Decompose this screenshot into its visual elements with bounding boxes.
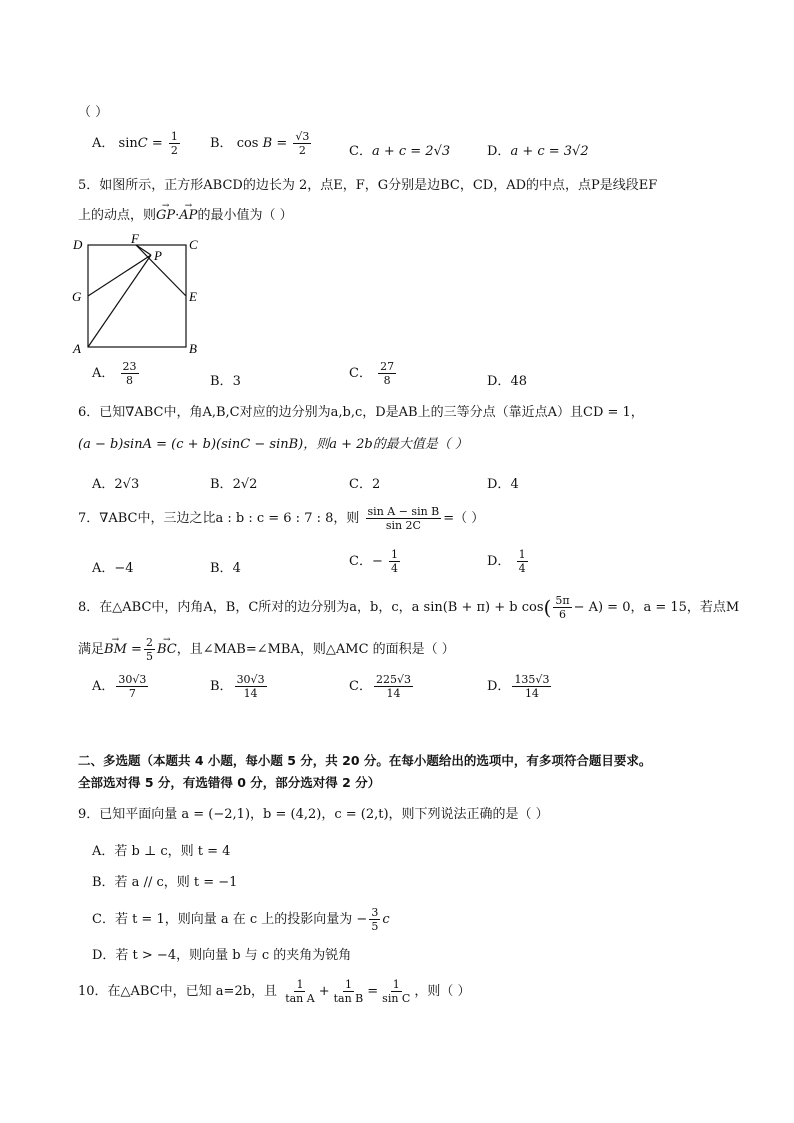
label-a: A (73, 341, 81, 356)
q8-c-fraction: $\frac{225√3}{14}$ (375, 673, 411, 700)
q4-option-d: D．a + c = 3√2 (487, 144, 589, 159)
q4-paren: （ ） (78, 105, 109, 120)
segment-gp (88, 255, 151, 296)
q8-a-fraction: $\frac{30√3}{7}$ (118, 673, 147, 700)
q7-option-c: C．− $\frac{1}{4}$ (349, 548, 398, 575)
q4-option-a: A． sinC = $\frac{1}{2}$ (92, 130, 178, 157)
label-b: B (189, 341, 197, 356)
q5-option-a: A． $\frac{23}{8}$ (92, 360, 137, 387)
q7-d-fraction: $\frac{1}{4}$ (518, 548, 526, 575)
q8-k-fraction: $\frac{2}{5}$ (145, 636, 153, 663)
q6-option-b: B．2√2 (210, 477, 258, 492)
q8-option-d: D． $\frac{135√3}{14}$ (487, 673, 550, 700)
q5-option-d: D．48 (487, 374, 527, 389)
q8-d-fraction: $\frac{135√3}{14}$ (514, 673, 550, 700)
q6-option-c: C．2 (349, 477, 381, 492)
q8-b-fraction: $\frac{30√3}{14}$ (236, 673, 265, 700)
q5-c-fraction: $\frac{27}{8}$ (380, 360, 395, 387)
q10-fraction-3: $\frac{1}{\text{sin C}}$ (382, 978, 411, 1005)
q9-option-b: B．若 a // c，则 t = −1 (92, 875, 238, 890)
q7-option-b: B．4 (210, 561, 241, 576)
q6-option-a: A．2√3 (92, 477, 140, 492)
q6-line1: 6．已知∇ABC中，角A,B,C对应的边分别为a,b,c，D是AB上的三等分点（靠近点A）且CD = 1， (78, 405, 644, 420)
q8-option-a: A． $\frac{30√3}{7}$ (92, 673, 147, 700)
label-f: F (131, 232, 139, 246)
q4-a-fraction: $\frac{1}{2}$ (170, 130, 178, 157)
q8-line1: 8．在△ABC中，内角A，B，C所对的边分别为a，b，c，a sin(B + π) + b cos( $\frac{5\pi}{6}$ − A) = 0，a = 15，若点M (78, 594, 740, 621)
q10-fraction-2: $\frac{1}{\text{tan B}}$ (333, 978, 364, 1005)
q4-option-b: B． cos B = $\frac{√3}{2}$ (210, 130, 310, 157)
q6-line2: (a − b)sinA = (c + b)(sinC − sinB)，则a + 2b的最大值是（ ） (78, 437, 468, 452)
q8-option-b: B． $\frac{30√3}{14}$ (210, 673, 265, 700)
q5-option-c: C． $\frac{27}{8}$ (349, 360, 395, 387)
q8-option-c: C． $\frac{225√3}{14}$ (349, 673, 411, 700)
q7-option-d: D． $\frac{1}{4}$ (487, 548, 526, 575)
vector-bc: → BC (157, 641, 177, 659)
vector-gp: → GP (156, 207, 175, 225)
q9-stem: 9．已知平面向量 a = (−2,1)，b = (4,2)，c = (2,t)，则下列说法正确的是（ ） (78, 807, 549, 822)
label-d: D (73, 237, 83, 252)
label-e: E (189, 289, 197, 304)
q4-option-c: C．a + c = 2√3 (349, 144, 451, 159)
q9-c-fraction: $\frac{3}{5}$ (371, 906, 379, 933)
q9-option-a: A．若 b ⊥ c，则 t = 4 (92, 844, 231, 859)
q5-line1: 5．如图所示，正方形ABCD的边长为 2，点E，F，G分别是边BC，CD，AD的中点，点P是线段EF (78, 178, 658, 193)
label-c: C (189, 237, 198, 252)
q8-angle-fraction: $\frac{5\pi}{6}$ (555, 594, 570, 621)
segment-ap (88, 255, 151, 347)
label-g: G (72, 289, 82, 304)
q9-option-c: C．若 t = 1，则向量 a 在 c 上的投影向量为 − $\frac{3}{5}$ c (92, 906, 390, 933)
vector-bm: → BM (104, 641, 127, 659)
section-2-heading-line1: 二、多选题（本题共 4 小题，每小题 5 分，共 20 分。在每小题给出的选项中，有多项符合题目要求。 (78, 753, 652, 768)
q4-b-fraction: $\frac{√3}{2}$ (295, 130, 310, 157)
q6-option-d: D．4 (487, 477, 519, 492)
q5-square-figure (68, 232, 208, 357)
q5-option-b: B．3 (210, 374, 241, 389)
section-2-heading-line2: 全部选对得 5 分，有选错得 0 分，部分选对得 2 分） (78, 775, 381, 790)
vector-ap: → AP (179, 207, 197, 225)
q10-stem: 10．在△ABC中，已知 a=2b，且 $\frac{1}{\text{tan A}}$ + $\frac{1}{\text{tan B}}$ = $\frac{1}{\text{sin C}}$ ，则（ ） (78, 978, 471, 1005)
label-p: P (154, 248, 162, 263)
q7-c-fraction: $\frac{1}{4}$ (391, 548, 398, 575)
q10-fraction-1: $\frac{1}{\text{tan A}}$ (285, 978, 315, 1005)
q9-option-d: D．若 t > −4，则向量 b 与 c 的夹角为锐角 (92, 948, 352, 963)
square-abcd (88, 245, 186, 347)
q7-option-a: A．−4 (92, 561, 134, 576)
q7-fraction: $\frac{\text{sin A − sin B}}{\sin 2C}$ (367, 505, 440, 532)
q7-stem: 7．∇ABC中，三边之比a : b : c = 6 : 7 : 8，则 $\frac{\text{sin A − sin B}}{\sin 2C}$ =（ ） (78, 505, 485, 532)
q5-line2: 上的动点，则→ GP·→ AP的最小值为（ ） (78, 207, 293, 225)
q5-a-fraction: $\frac{23}{8}$ (122, 360, 137, 387)
q8-line2: 满足→ BM = $\frac{2}{5}$ → BC，且∠MAB=∠MBA，则△AMC 的面积是（ ） (78, 636, 455, 663)
